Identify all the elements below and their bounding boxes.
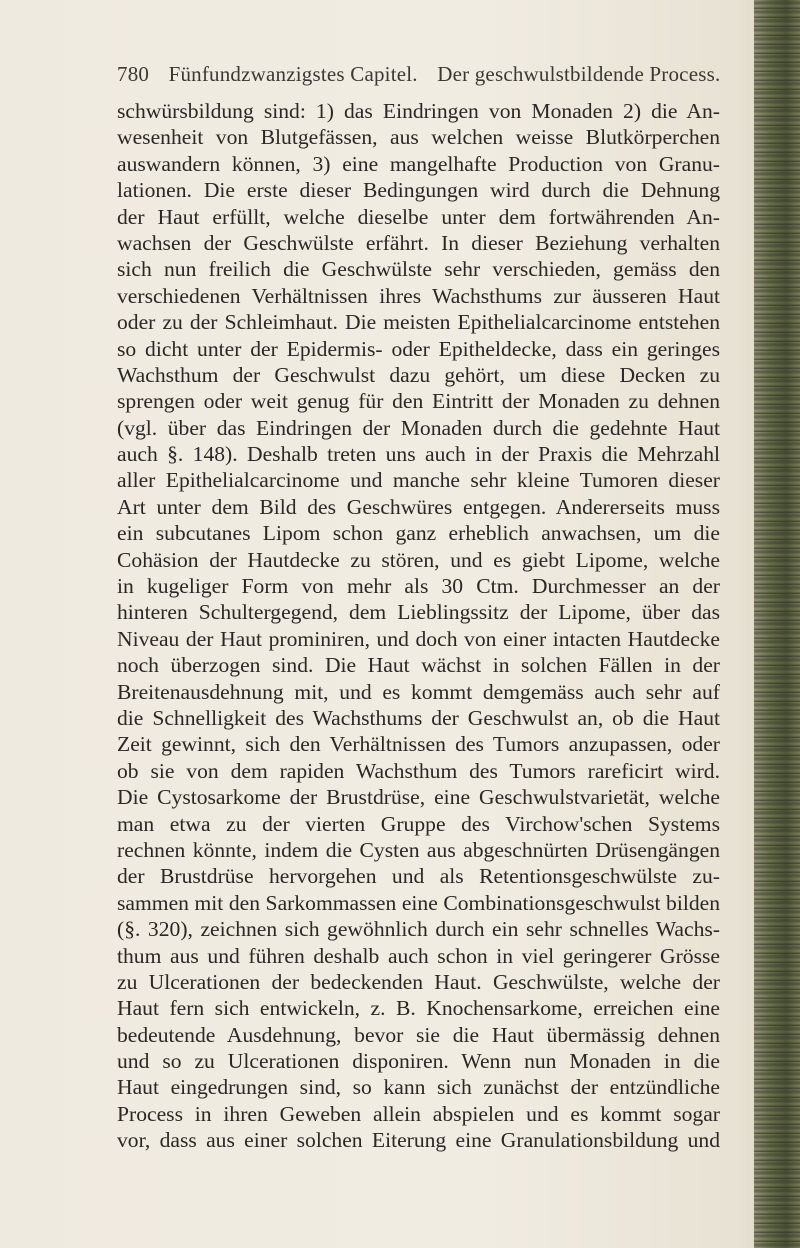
text-line: verschiedenen Verhältnissen ihres Wachsthums zur äusseren Haut [117,283,720,308]
chapter-title: Fünfundzwanzigstes Capitel. [168,62,418,86]
text-line: Breitenausdehnung mit, und es kommt demgemäss auch sehr auf [117,679,720,704]
text-line: zu Ulcerationen der bedeckenden Haut. Geschwülste, welche der [117,969,720,994]
text-line: Die Cystosarkome der Brustdrüse, eine Geschwulstvarietät, welche [117,785,720,810]
body-text [117,98,720,1154]
text-line: ein subcutanes Lipom schon ganz erheblich anwachsen, um die [117,521,720,546]
text-line: sprengen oder weit genug für den Eintritt der Monaden zu dehnen [117,389,720,414]
text-line: rechnen könnte, indem die Cysten aus abgeschnürten Drüsengängen [117,837,720,862]
page-number: 780 [117,62,150,86]
text-line: Haut eingedrungen sind, so kann sich zunächst der entzündliche [117,1075,720,1100]
section-title: Der geschwulstbildende Process. [437,62,721,86]
text-line: und so zu Ulcerationen disponiren. Wenn nun Monaden in die [117,1049,720,1074]
text-line: oder zu der Schleimhaut. Die meisten Epithelialcarcinome entstehen [117,310,720,335]
text-line: ob sie von dem rapiden Wachsthum des Tumors rareficirt wird. [117,758,720,783]
text-line: der Haut erfüllt, welche dieselbe unter dem fortwährenden An- [117,204,720,229]
page-binding-edge [754,0,800,1248]
text-line: so dicht unter der Epidermis- oder Epitheldecke, dass ein geringes [117,336,720,361]
text-line: hinteren Schultergegend, dem Lieblingssitz der Lipome, über das [117,600,720,625]
text-line: lationen. Die erste dieser Bedingungen wird durch die Dehnung [117,178,720,203]
text-line: Wachsthum der Geschwulst dazu gehört, um diese Decken zu [117,362,720,387]
text-line: Process in ihren Geweben allein abspielen und es kommt sogar [117,1101,720,1126]
text-line: die Schnelligkeit des Wachsthums der Geschwulst an, ob die Haut [117,705,720,730]
text-line: auch §. 148). Deshalb treten uns auch in der Praxis die Mehrzahl [117,442,720,467]
text-line: schwürsbildung sind: 1) das Eindringen von Monaden 2) die An- [117,99,720,123]
text-line: noch überzogen sind. Die Haut wächst in solchen Fällen in der [117,653,720,678]
text-line: man etwa zu der vierten Gruppe des Virchow'schen Systems [117,811,720,836]
text-line: Cohäsion der Hautdecke zu stören, und es giebt Lipome, welche [117,547,720,572]
text-line: Art unter dem Bild des Geschwüres entgegen. Andererseits muss [117,494,720,519]
text-line: sich nun freilich die Geschwülste sehr verschieden, gemäss den [117,257,720,282]
text-line: (§. 320), zeichnen sich gewöhnlich durch ein sehr schnelles Wachs- [117,917,720,942]
text-line: Zeit gewinnt, sich den Verhältnissen des Tumors anzupassen, oder [117,732,720,757]
text-line: Haut fern sich entwickeln, z. B. Knochensarkome, erreichen eine [117,996,720,1021]
text-line: sammen mit den Sarkommassen eine Combinationsgeschwulst bilden [117,890,720,915]
text-line: (vgl. über das Eindringen der Monaden durch die gedehnte Haut [117,415,720,440]
text-line: in kugeliger Form von mehr als 30 Ctm. Durchmesser an der [117,574,720,599]
text-line: auswandern können, 3) eine mangelhafte Production von Granu- [117,151,720,176]
text-line: der Brustdrüse hervorgehen und als Retentionsgeschwülste zu- [117,864,720,889]
text-line: bedeutende Ausdehnung, bevor sie die Haut übermässig dehnen [117,1022,720,1047]
text-line: vor, dass aus einer solchen Eiterung eine Granulationsbildung und [117,1128,720,1153]
text-line: thum aus und führen deshalb auch schon in viel geringerer Grösse [117,943,720,968]
text-line: Niveau der Haut prominiren, und doch von einer intacten Hautdecke [117,626,720,651]
running-head [117,62,721,87]
text-line: aller Epithelialcarcinome und manche sehr kleine Tumoren dieser [117,468,720,493]
text-line: wachsen der Geschwülste erfährt. In dieser Beziehung verhalten [117,230,720,255]
text-line: wesenheit von Blutgefässen, aus welchen weisse Blutkörperchen [117,125,720,150]
